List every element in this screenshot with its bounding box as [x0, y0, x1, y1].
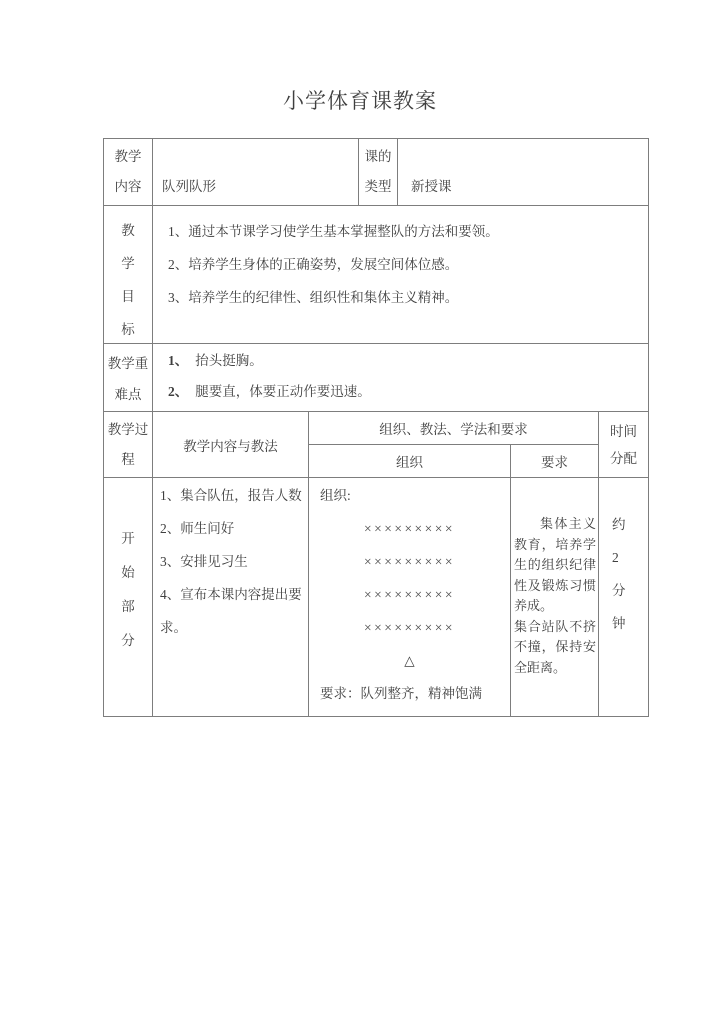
process-label-line: 程: [121, 451, 135, 467]
class-type-value-cell: 新授课: [398, 139, 648, 206]
content-methods-header-cell: 教学内容与教法: [153, 412, 309, 478]
content-value-cell: 队列队形: [153, 139, 359, 206]
requirements-paragraph: 集体主义教育，培养学生的组织纪律性及锻炼习惯养成。: [514, 516, 596, 613]
goal-item: 1、通过本节课学习使学生基本掌握整队的方法和要领。: [168, 224, 499, 239]
goals-label-cell: [104, 206, 153, 344]
content-label-cell: [104, 139, 153, 206]
process-label-cell: [104, 412, 153, 478]
time-line: 2: [612, 550, 619, 565]
opening-label-char: 部: [121, 599, 135, 614]
key-point-text: 腿要直，体要正动作要迅速。: [195, 384, 371, 399]
opening-label-char: 开: [121, 531, 135, 546]
class-type-label-line: 课的: [364, 149, 392, 164]
opening-section-label-cell: [104, 478, 153, 716]
opening-item: 3、安排见习生: [160, 554, 248, 569]
opening-organization-cell: [309, 478, 511, 716]
teacher-symbol: △: [404, 653, 415, 668]
page-title: 小学体育课教案: [283, 89, 437, 113]
formation-row: ×××××××××: [363, 620, 456, 635]
opening-item: 1、集合队伍，报告人数: [160, 488, 302, 503]
key-points-label-line: 难点: [114, 387, 142, 402]
key-point-item: [168, 345, 638, 376]
formation-row: ×××××××××: [363, 521, 456, 536]
lesson-plan-table: [103, 138, 649, 717]
opening-label-char: 始: [121, 565, 135, 580]
time-line: 分: [612, 583, 626, 598]
goals-label-char: 学: [121, 256, 135, 271]
key-point-text: 抬头挺胸。: [195, 353, 263, 368]
organization-requirement: 要求：队列整齐，精神饱满: [320, 686, 482, 701]
key-point-item: [168, 376, 638, 407]
opening-label-char: 分: [121, 633, 135, 648]
goal-item: 2、培养学生身体的正确姿势，发展空间体位感。: [168, 257, 459, 272]
goals-content-cell: [153, 206, 648, 344]
time-header-line: 时间: [610, 423, 637, 439]
formation-row: ×××××××××: [363, 554, 456, 569]
content-label-line: 内容: [114, 179, 142, 194]
organization-subheader-cell: 组织: [309, 445, 511, 478]
opening-content-cell: [153, 478, 309, 716]
key-point-number: 1、: [168, 353, 189, 368]
class-type-label-cell: [359, 139, 398, 206]
key-point-number: 2、: [168, 384, 189, 399]
time-line: 约: [612, 517, 626, 532]
class-type-label-line: 类型: [364, 179, 392, 194]
key-points-label-line: 教学重: [107, 356, 149, 371]
formation-row: ×××××××××: [363, 587, 456, 602]
time-line: 钟: [612, 616, 626, 631]
organization-methods-header-cell: 组织、教法、学法和要求: [309, 412, 599, 445]
requirements-subheader-cell: 要求: [511, 445, 599, 478]
key-points-label-cell: [104, 344, 153, 412]
goals-label-char: 标: [121, 322, 135, 337]
goals-label-char: 目: [121, 289, 135, 304]
organization-title: 组织:: [320, 488, 351, 503]
time-header-line: 分配: [610, 450, 637, 466]
goals-label-char: 教: [121, 223, 135, 238]
opening-item: 2、师生问好: [160, 521, 235, 536]
requirements-paragraph: 集合站队不挤不撞，保持安全距离。: [514, 618, 596, 675]
content-label-line: 教学: [114, 149, 142, 164]
process-label-line: 教学过: [107, 421, 149, 437]
opening-item: 4、宣布本课内容提出要求。: [160, 587, 302, 635]
goal-item: 3、培养学生的纪律性、组织性和集体主义精神。: [168, 290, 459, 305]
opening-time-cell: [599, 478, 648, 716]
opening-requirements-cell: [511, 478, 599, 716]
key-points-content-cell: [153, 344, 648, 412]
time-allocation-header-cell: [599, 412, 648, 478]
